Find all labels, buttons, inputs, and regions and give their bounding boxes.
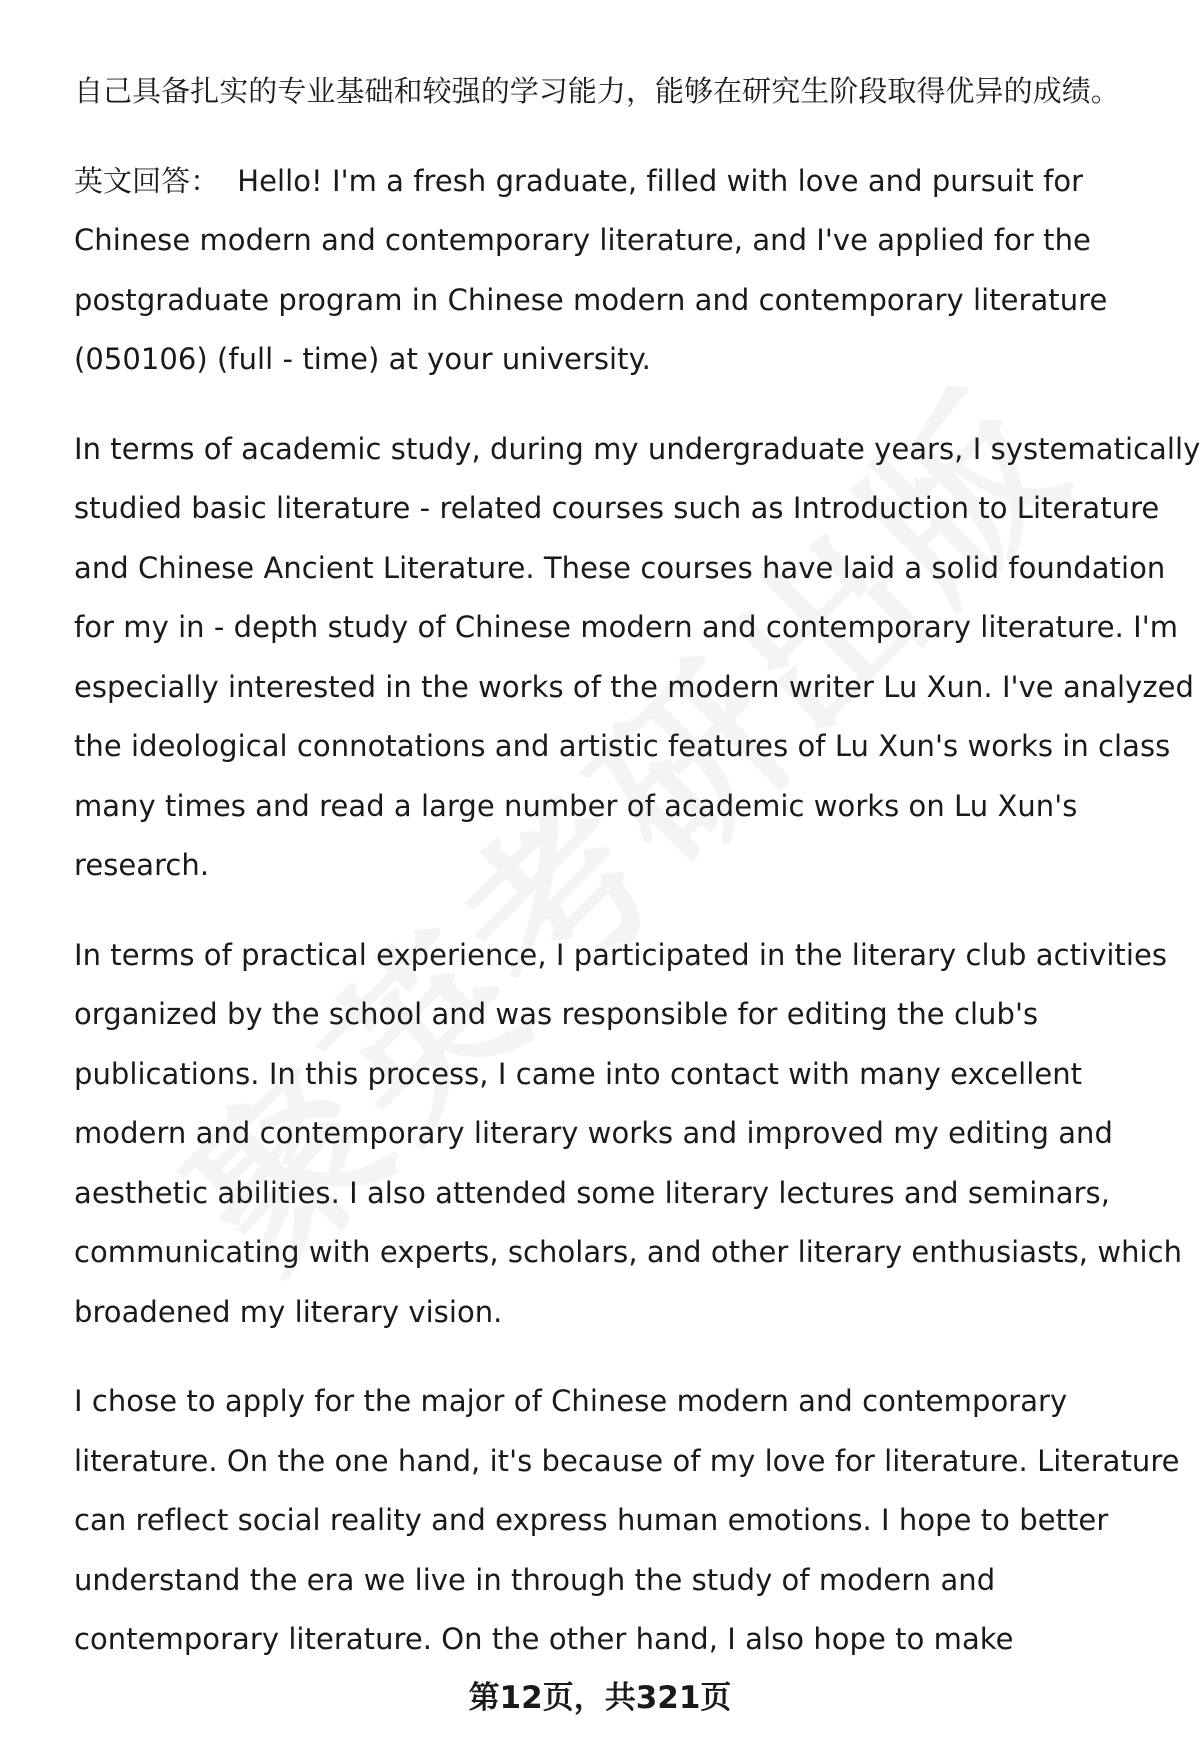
paragraph-intro-ending [74,62,1164,122]
paragraph-academic-study [74,420,1200,896]
text-line: In terms of academic study, during my undergraduate years, I systematically [74,431,1200,466]
text-line: I chose to apply for the major of Chinese modern and contemporary [74,1384,1068,1418]
text-line: (050106) (full - time) at your university. [74,342,651,376]
text-line: organized by the school and was responsible for editing the club's [74,997,1039,1031]
text-line: literature. On the one hand, it's because of my love for literature. Literature [74,1443,1180,1478]
text-line: many times and read a large number of academic works on Lu Xun's [74,788,1078,823]
text-line: 自己具备扎实的专业基础和较强的学习能力，能够在研究生阶段取得优异的成绩。 [74,74,1120,108]
page-number-footer: 第12页，共321页 [468,1680,732,1716]
text-line: postgraduate program in Chinese modern and contemporary literature [74,282,1108,317]
paragraph-english-answer [74,152,1164,390]
text-line: broadened my literary vision. [74,1294,503,1329]
paragraph-practical-experience [74,926,1183,1343]
paragraph-motivation [74,1372,1180,1670]
text-line: the ideological connotations and artistic features of Lu Xun's works in class [74,729,1171,763]
answer-label: 英文回答： [74,163,220,198]
text-line: studied basic literature - related courses such as Introduction to Literature [74,491,1160,525]
text-line: publications. In this process, I came into contact with many excellent [74,1056,1083,1091]
text-line: communicating with experts, scholars, and other literary enthusiasts, which [74,1235,1183,1269]
text-line: contemporary literature. On the other hand, I also hope to make [74,1622,1014,1656]
text-line: especially interested in the works of the modern writer Lu Xun. I've analyzed [74,669,1194,704]
document-body [74,62,1200,1700]
text-line: understand the era we live in through the study of modern and [74,1562,996,1597]
text-line [74,152,1164,212]
text-line: for my in - depth study of Chinese modern and contemporary literature. I'm [74,610,1179,644]
text-line: and Chinese Ancient Literature. These courses have laid a solid foundation [74,550,1166,585]
text-line: Chinese modern and contemporary literature, and I've applied for the [74,223,1091,257]
text-line: aesthetic abilities. I also attended some literary lectures and seminars, [74,1175,1110,1210]
text-line: modern and contemporary literary works and improved my editing and [74,1116,1113,1150]
text-line: In terms of practical experience, I participated in the literary club activities [74,937,1168,972]
text-line: can reflect social reality and express human emotions. I hope to better [74,1503,1109,1537]
text-line-content: Hello! I'm a fresh graduate, filled with love and pursuit for [237,163,1084,198]
text-line: research. [74,848,210,882]
